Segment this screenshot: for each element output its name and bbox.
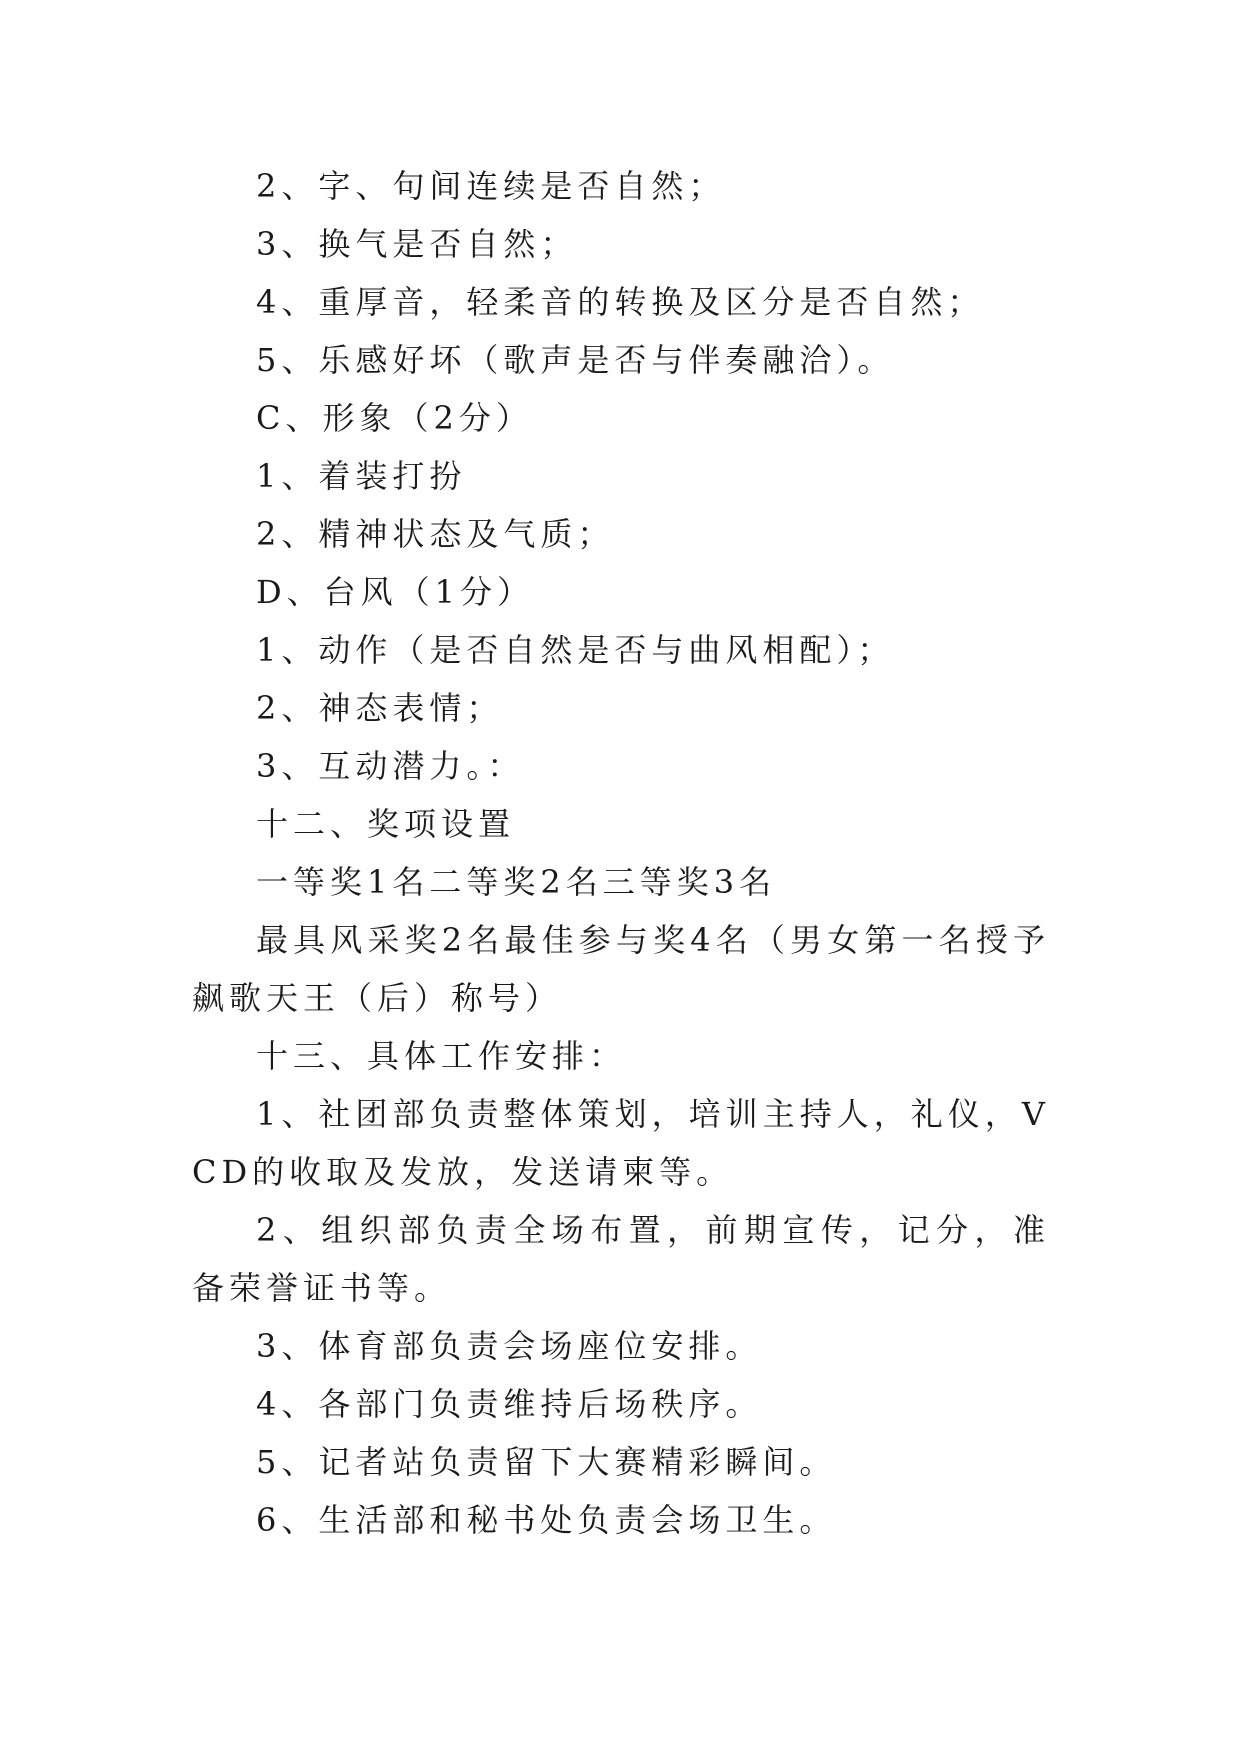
paragraph: 1、动作（是否自然是否与曲风相配）； xyxy=(256,631,895,669)
section-heading: 十二、奖项设置 xyxy=(256,805,516,843)
paragraph: 1、着装打扮 xyxy=(256,457,467,495)
document-body xyxy=(192,157,1050,1549)
paragraph: 2、精神状态及气质； xyxy=(256,515,615,553)
section-heading: D、台风（1分） xyxy=(256,573,535,611)
section-heading: 十三、具体工作安排： xyxy=(256,1037,627,1075)
paragraph: 3、体育部负责会场座位安排。 xyxy=(256,1327,763,1365)
paragraph: 5、记者站负责留下大赛精彩瞬间。 xyxy=(256,1443,837,1481)
paragraph: 1、社团部负责整体策划，培训主持人，礼仪，VCD的收取及发放，发送请柬等。 xyxy=(192,1095,1050,1191)
paragraph: 3、互动潜力。： xyxy=(256,747,525,785)
paragraph: 4、各部门负责维持后场秩序。 xyxy=(256,1385,763,1423)
paragraph: 5、乐感好坏（歌声是否与伴奏融洽）。 xyxy=(256,341,895,379)
paragraph: 2、字、句间连续是否自然； xyxy=(256,167,726,205)
paragraph: 6、生活部和秘书处负责会场卫生。 xyxy=(256,1501,837,1539)
paragraph: 3、换气是否自然； xyxy=(256,225,578,263)
paragraph: 最具风采奖2名最佳参与奖4名（男女第一名授予飙歌天王（后）称号） xyxy=(192,921,1050,1017)
paragraph: 4、重厚音，轻柔音的转换及区分是否自然； xyxy=(256,283,985,321)
paragraph: 2、神态表情； xyxy=(256,689,504,727)
section-heading: C、形象（2分） xyxy=(256,399,533,437)
paragraph: 2、组织部负责全场布置，前期宣传，记分，准备荣誉证书等。 xyxy=(192,1211,1050,1307)
paragraph: 一等奖1名二等奖2名三等奖3名 xyxy=(256,863,777,901)
